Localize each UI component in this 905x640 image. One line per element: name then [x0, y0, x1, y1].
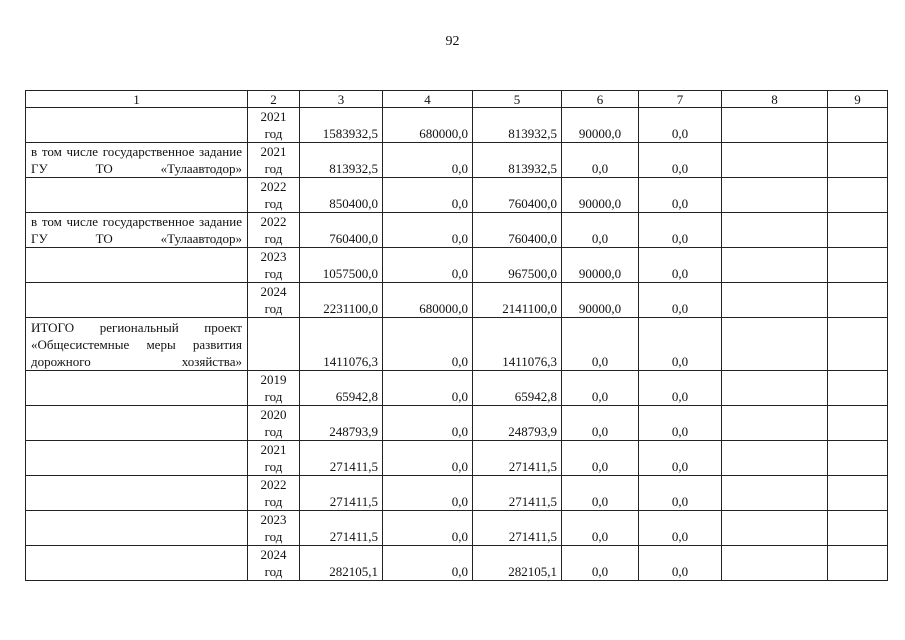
row-year: 2019 [260, 372, 287, 387]
col5-value: 2141100,0 [473, 283, 562, 318]
row-year-cell [248, 441, 300, 476]
col4-value: 0,0 [383, 371, 473, 406]
col6-value: 0,0 [562, 511, 639, 546]
col4-value: 0,0 [383, 143, 473, 178]
table-row [26, 318, 888, 371]
col3-value: 282105,1 [300, 546, 383, 581]
page-number: 92 [445, 34, 460, 49]
col7-value: 0,0 [639, 511, 722, 546]
col4-value: 0,0 [383, 406, 473, 441]
row-name [26, 511, 248, 546]
col9-value [828, 178, 888, 213]
col7-value: 0,0 [639, 441, 722, 476]
table-row [26, 511, 888, 546]
col7-value: 0,0 [639, 318, 722, 371]
col8-value [722, 546, 828, 581]
col5-value: 271411,5 [473, 441, 562, 476]
col9-value [828, 441, 888, 476]
col7-value: 0,0 [639, 248, 722, 283]
col6-value: 0,0 [562, 546, 639, 581]
col8-value [722, 108, 828, 143]
table-row [26, 476, 888, 511]
table-row [26, 441, 888, 476]
row-year-unit: год [264, 161, 283, 176]
col8-value [722, 476, 828, 511]
col8-value [722, 283, 828, 318]
col5-value: 813932,5 [473, 143, 562, 178]
header-cell-3: 3 [300, 91, 383, 108]
col8-value [722, 178, 828, 213]
col3-value: 1411076,3 [300, 318, 383, 371]
col8-value [722, 406, 828, 441]
row-year: 2023 [260, 249, 287, 264]
row-year-unit: год [264, 231, 283, 246]
col5-value: 1411076,3 [473, 318, 562, 371]
row-year-cell [248, 511, 300, 546]
col4-value: 0,0 [383, 178, 473, 213]
col7-value: 0,0 [639, 476, 722, 511]
col9-value [828, 283, 888, 318]
row-year-cell [248, 546, 300, 581]
header-cell-5: 5 [473, 91, 562, 108]
col7-value: 0,0 [639, 406, 722, 441]
col7-value: 0,0 [639, 546, 722, 581]
row-year-unit: год [264, 564, 283, 579]
col3-value: 271411,5 [300, 511, 383, 546]
col5-value: 282105,1 [473, 546, 562, 581]
col3-value: 1057500,0 [300, 248, 383, 283]
row-year-unit: год [264, 529, 283, 544]
row-name: в том числе государственное задание ГУ ТО «Тулаавтодор» [26, 143, 248, 178]
row-year-cell [248, 143, 300, 178]
col3-value: 248793,9 [300, 406, 383, 441]
col5-value: 248793,9 [473, 406, 562, 441]
col8-value [722, 213, 828, 248]
col7-value: 0,0 [639, 283, 722, 318]
col5-value: 967500,0 [473, 248, 562, 283]
col9-value [828, 108, 888, 143]
col3-value: 271411,5 [300, 441, 383, 476]
row-name [26, 371, 248, 406]
header-cell-8: 8 [722, 91, 828, 108]
col6-value: 0,0 [562, 406, 639, 441]
row-name [26, 283, 248, 318]
col7-value: 0,0 [639, 178, 722, 213]
row-year-unit: год [264, 266, 283, 281]
row-name [26, 108, 248, 143]
col5-value: 271411,5 [473, 511, 562, 546]
col6-value: 0,0 [562, 371, 639, 406]
col7-value: 0,0 [639, 108, 722, 143]
col7-value: 0,0 [639, 213, 722, 248]
col9-value [828, 143, 888, 178]
table-row [26, 371, 888, 406]
row-year: 2022 [260, 214, 287, 229]
col4-value: 0,0 [383, 441, 473, 476]
col9-value [828, 213, 888, 248]
col5-value: 760400,0 [473, 178, 562, 213]
row-year-cell [248, 178, 300, 213]
header-cell-7: 7 [639, 91, 722, 108]
col5-value: 760400,0 [473, 213, 562, 248]
row-year: 2024 [260, 547, 287, 562]
col4-value: 680000,0 [383, 283, 473, 318]
row-year: 2021 [260, 442, 287, 457]
header-cell-6: 6 [562, 91, 639, 108]
row-year: 2022 [260, 179, 287, 194]
col4-value: 0,0 [383, 511, 473, 546]
row-year: 2021 [260, 109, 287, 124]
row-year-unit: год [264, 494, 283, 509]
col8-value [722, 511, 828, 546]
col6-value: 90000,0 [562, 178, 639, 213]
col7-value: 0,0 [639, 371, 722, 406]
col9-value [828, 248, 888, 283]
col3-value: 813932,5 [300, 143, 383, 178]
row-year-unit: год [264, 389, 283, 404]
col3-value: 760400,0 [300, 213, 383, 248]
col4-value: 0,0 [383, 546, 473, 581]
row-name [26, 476, 248, 511]
row-year-cell [248, 283, 300, 318]
col9-value [828, 546, 888, 581]
table-row [26, 546, 888, 581]
col8-value [722, 143, 828, 178]
row-year-unit: год [264, 459, 283, 474]
row-name [26, 406, 248, 441]
row-name: в том числе государственное задание ГУ ТО «Тулаавтодор» [26, 213, 248, 248]
table-row [26, 283, 888, 318]
table-row [26, 108, 888, 143]
col3-value: 65942,8 [300, 371, 383, 406]
col3-value: 2231100,0 [300, 283, 383, 318]
header-cell-2: 2 [248, 91, 300, 108]
col8-value [722, 248, 828, 283]
row-name [26, 441, 248, 476]
table-row [26, 248, 888, 283]
row-year-cell [248, 248, 300, 283]
col6-value: 0,0 [562, 213, 639, 248]
row-year: 2022 [260, 477, 287, 492]
table-body [26, 91, 888, 581]
col4-value: 0,0 [383, 476, 473, 511]
row-year-unit: год [264, 196, 283, 211]
row-name: ИТОГО региональный проект «Общесистемные меры развития дорожного хозяйства» [26, 318, 248, 371]
table-row [26, 143, 888, 178]
row-name [26, 178, 248, 213]
col5-value: 813932,5 [473, 108, 562, 143]
col6-value: 90000,0 [562, 108, 639, 143]
header-row [26, 91, 888, 108]
col3-value: 271411,5 [300, 476, 383, 511]
row-name [26, 248, 248, 283]
col5-value: 271411,5 [473, 476, 562, 511]
col8-value [722, 371, 828, 406]
col9-value [828, 406, 888, 441]
table-row [26, 178, 888, 213]
col5-value: 65942,8 [473, 371, 562, 406]
row-year: 2021 [260, 144, 287, 159]
row-year-cell [248, 108, 300, 143]
row-year-unit: год [264, 301, 283, 316]
col6-value: 90000,0 [562, 248, 639, 283]
row-name [26, 546, 248, 581]
budget-table [25, 90, 888, 581]
row-year-unit: год [264, 126, 283, 141]
table-row [26, 213, 888, 248]
table-row [26, 406, 888, 441]
col4-value: 0,0 [383, 248, 473, 283]
col6-value: 0,0 [562, 441, 639, 476]
col6-value: 0,0 [562, 318, 639, 371]
col3-value: 1583932,5 [300, 108, 383, 143]
col4-value: 0,0 [383, 318, 473, 371]
row-year: 2024 [260, 284, 287, 299]
header-cell-4: 4 [383, 91, 473, 108]
col9-value [828, 371, 888, 406]
row-year-cell [248, 371, 300, 406]
col6-value: 0,0 [562, 143, 639, 178]
row-year-unit: год [264, 424, 283, 439]
col6-value: 0,0 [562, 476, 639, 511]
col9-value [828, 318, 888, 371]
col9-value [828, 476, 888, 511]
col9-value [828, 511, 888, 546]
col8-value [722, 441, 828, 476]
col3-value: 850400,0 [300, 178, 383, 213]
col4-value: 0,0 [383, 213, 473, 248]
row-year: 2023 [260, 512, 287, 527]
header-cell-1: 1 [26, 91, 248, 108]
row-year-cell [248, 213, 300, 248]
col6-value: 90000,0 [562, 283, 639, 318]
row-year-cell [248, 318, 300, 371]
col8-value [722, 318, 828, 371]
header-cell-9: 9 [828, 91, 888, 108]
col4-value: 680000,0 [383, 108, 473, 143]
col7-value: 0,0 [639, 143, 722, 178]
row-year-cell [248, 476, 300, 511]
row-year: 2020 [260, 407, 287, 422]
row-year-cell [248, 406, 300, 441]
